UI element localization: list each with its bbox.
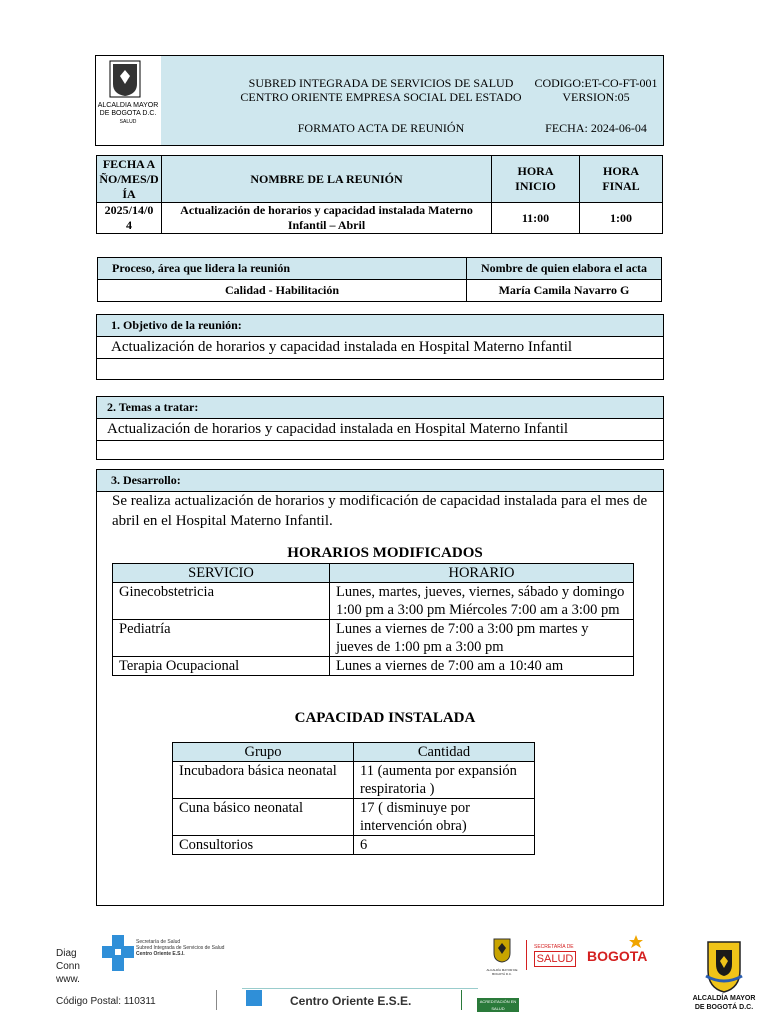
subred-line-1: Secretaría de Salud (136, 939, 181, 945)
version: VERSION:05 (562, 90, 630, 104)
grupo-cell: Consultorios (173, 836, 354, 855)
horario-cell: Lunes a viernes de 7:00 a 3:00 pm martes y jueves de 1:00 pm a 3:00 pm (330, 620, 634, 657)
formato-title: FORMATO ACTA DE REUNIÓN (297, 121, 465, 135)
proceso-value: Calidad - Habilitación (98, 280, 467, 302)
objetivo-title: 1. Objetivo de la reunión: (97, 315, 663, 337)
col-proceso: Proceso, área que lidera la reunión (98, 258, 467, 280)
horario-cell: Lunes a viernes de 7:00 am a 10:40 am (330, 657, 634, 676)
header-fecha: FECHA: 2024-06-04 (545, 121, 647, 135)
small-alcaldia-text: ALCALDÍA MAYOR DE BOGOTÁ D.C. (486, 968, 518, 976)
shield-icon (700, 940, 748, 994)
table-row (113, 583, 634, 620)
horarios-col-servicio: SERVICIO (113, 564, 330, 583)
footer-line-1: Diag (56, 948, 77, 959)
footer-address (56, 947, 80, 986)
secretaria-text: SECRETARÍA DE (534, 944, 574, 950)
centro-oriente-text: Centro Oriente E.S.E. (290, 994, 412, 1008)
subred-line-2: Subred Integrada de Servicios de Salud (136, 945, 225, 951)
logo-text-2: DE BOGOTA D.C. (99, 110, 157, 117)
col-elabora: Nombre de quien elabora el acta (467, 258, 662, 280)
footer-line-3: www. (56, 974, 80, 985)
star-icon (624, 933, 648, 951)
elabora-value: María Camila Navarro G (467, 280, 662, 302)
cantidad-cell: 17 ( disminuye por intervención obra) (354, 799, 535, 836)
servicio-cell: Ginecobstetricia (113, 583, 330, 620)
alcaldia-logo (96, 56, 162, 145)
col-inicio: HORA INICIO (492, 156, 580, 203)
temas-text: Actualización de horarios y capacidad instalada en Hospital Materno Infantil (97, 419, 663, 441)
document-header (95, 55, 664, 146)
centro-oriente-strip (242, 988, 482, 1012)
table-row (113, 657, 634, 676)
cantidad-cell: 11 (aumenta por expansión respiratoria ) (354, 762, 535, 799)
capacidad-title: CAPACIDAD INSTALADA (294, 710, 476, 726)
horario-cell: Lunes, martes, jueves, viernes, sábado y domingo 1:00 pm a 3:00 pm Miércoles 7:00 am a 3:00 pm (330, 583, 634, 620)
temas-title: 2. Temas a tratar: (97, 397, 663, 419)
objetivo-section (96, 314, 664, 380)
col-fecha: FECHA AÑO/MES/DÍA (97, 156, 162, 203)
desarrollo-intro: Se realiza actualización de horarios y modificación de capacidad instalada para el mes de abril en el Hospital Materno Infantil. (112, 493, 648, 529)
salud-text: SALUD (534, 951, 576, 967)
horarios-table (112, 563, 634, 676)
meeting-final: 1:00 (580, 203, 663, 234)
table-row (173, 799, 535, 836)
servicio-cell: Terapia Ocupacional (113, 657, 330, 676)
table-row (173, 836, 535, 855)
alcaldia-mayor-text (684, 994, 764, 1012)
meeting-table (96, 155, 663, 234)
horarios-title: HORARIOS MODIFICADOS (287, 545, 483, 561)
meeting-inicio: 11:00 (492, 203, 580, 234)
logo-text-1: ALCALDIA MAYOR (97, 102, 159, 109)
alcaldia-line-1: ALCALDÍA MAYOR (692, 995, 756, 1002)
col-nombre: NOMBRE DE LA REUNIÓN (162, 156, 492, 203)
shield-icon (96, 56, 160, 144)
col-final: HORA FINAL (580, 156, 663, 203)
capacidad-table (172, 742, 535, 855)
footer-line-2: Conn (56, 961, 80, 972)
logo-text-3: SALUD (119, 119, 137, 125)
subred-logo (100, 933, 240, 973)
shield-icon (484, 937, 520, 963)
table-row (113, 620, 634, 657)
alcaldia-line-2: DE BOGOTÁ D.C. (694, 1004, 754, 1011)
alcaldia-mayor-logo (700, 940, 748, 994)
desarrollo-section (96, 469, 664, 906)
temas-section (96, 396, 664, 460)
capacidad-col-grupo: Grupo (173, 743, 354, 762)
small-alcaldia-logo (484, 937, 520, 976)
cantidad-cell: 6 (354, 836, 535, 855)
process-table (97, 257, 662, 302)
subred-line-3: Centro Oriente E.S.I. (136, 951, 185, 957)
meeting-fecha: 2025/14/04 (97, 203, 162, 234)
servicio-cell: Pediatría (113, 620, 330, 657)
grupo-cell: Incubadora básica neonatal (173, 762, 354, 799)
codigo: CODIGO:ET-CO-FT-001 (534, 76, 658, 90)
capacidad-col-cantidad: Cantidad (354, 743, 535, 762)
acreditacion-badge: ACREDITACIÓN EN SALUD (477, 998, 519, 1012)
horarios-col-horario: HORARIO (330, 564, 634, 583)
bogota-text: BOGOTA (587, 948, 648, 964)
org-line-1: SUBRED INTEGRADA DE SERVICIOS DE SALUD (248, 76, 514, 90)
meeting-nombre: Actualización de horarios y capacidad instalada Materno Infantil – Abril (162, 203, 492, 234)
desarrollo-title: 3. Desarrollo: (97, 470, 663, 492)
grupo-cell: Cuna básico neonatal (173, 799, 354, 836)
cross-icon (100, 933, 136, 973)
org-line-2: CENTRO ORIENTE EMPRESA SOCIAL DEL ESTADO (240, 90, 522, 104)
footer-postal: Código Postal: 110311 (56, 996, 156, 1007)
table-row (173, 762, 535, 799)
objetivo-text: Actualización de horarios y capacidad instalada en Hospital Materno Infantil (97, 337, 663, 359)
